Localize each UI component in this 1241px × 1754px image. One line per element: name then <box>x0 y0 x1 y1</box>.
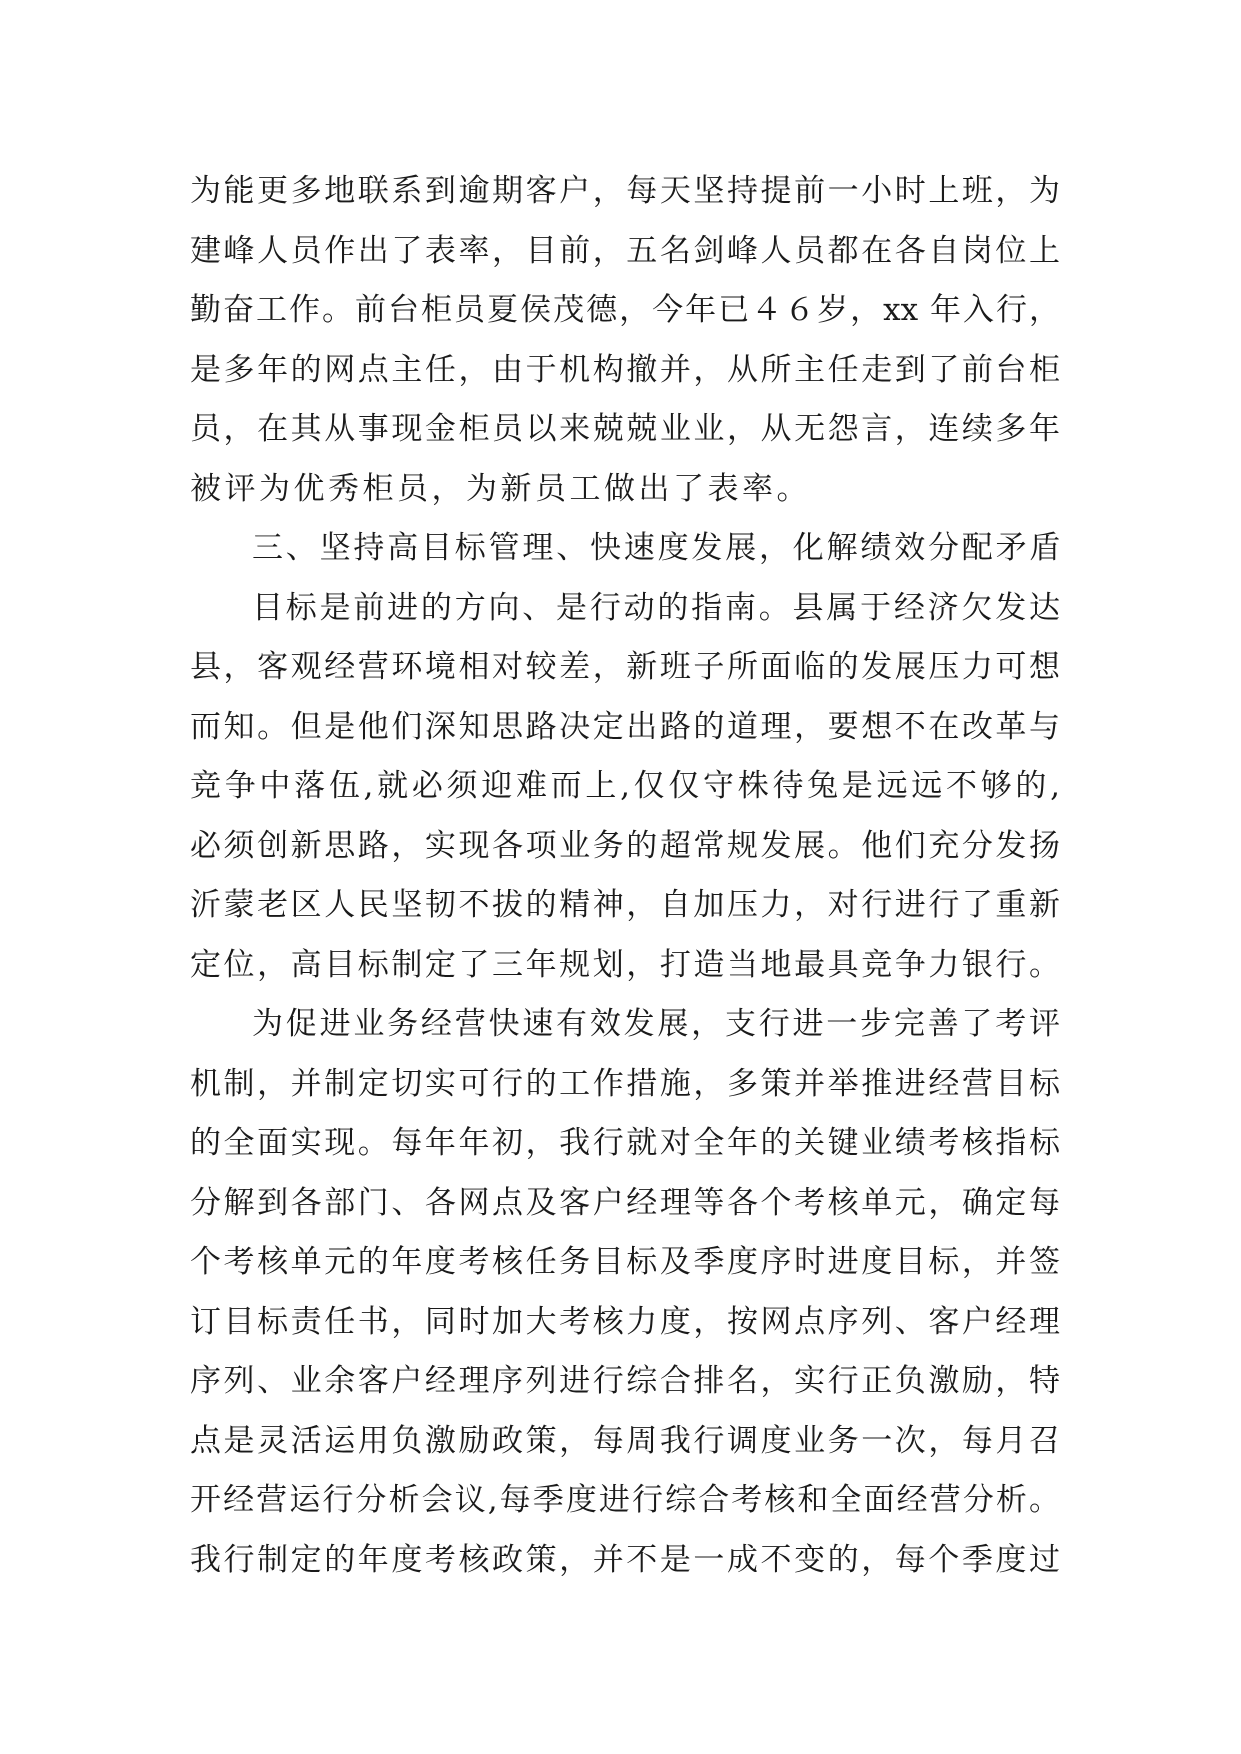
text-line: 勤奋工作。前台柜员夏侯茂德，今年已４６岁，xx 年入行， <box>190 292 1060 328</box>
text-line: 订目标责任书，同时加大考核力度，按网点序列、客户经理 <box>190 1303 1060 1340</box>
text-line: 竞争中落伍,就必须迎难而上,仅仅守株待兔是远远不够的, <box>190 768 1060 804</box>
text-line: 建峰人员作出了表率，目前，五名剑峰人员都在各自岗位上 <box>190 232 1060 269</box>
section-heading: 三、坚持高目标管理、快速度发展，化解绩效分配矛盾 <box>252 530 1064 566</box>
text-line: 的全面实现。每年年初，我行就对全年的关键业绩考核指标 <box>190 1125 1060 1161</box>
text-line: 为能更多地联系到逾期客户，每天坚持提前一小时上班，为 <box>190 173 1060 209</box>
text-line: 分解到各部门、各网点及客户经理等各个考核单元，确定每 <box>190 1184 1060 1221</box>
text-line: 沂蒙老区人民坚韧不拔的精神，自加压力，对行进行了重新 <box>190 887 1060 923</box>
text-line: 我行制定的年度考核政策，并不是一成不变的，每个季度过 <box>190 1541 1060 1578</box>
text-line: 定位，高目标制定了三年规划，打造当地最具竞争力银行。 <box>190 946 1060 983</box>
text-line: 是多年的网点主任，由于机构撤并，从所主任走到了前台柜 <box>190 351 1060 388</box>
text-line: 点是灵活运用负激励政策，每周我行调度业务一次，每月召 <box>190 1422 1060 1459</box>
text-line: 为促进业务经营快速有效发展，支行进一步完善了考评 <box>252 1006 1060 1042</box>
text-line: 序列、业余客户经理序列进行综合排名，实行正负激励，特 <box>190 1363 1060 1399</box>
text-line: 员，在其从事现金柜员以来兢兢业业，从无怨言，连续多年 <box>190 411 1060 447</box>
text-line: 目标是前进的方向、是行动的指南。县属于经济欠发达 <box>252 589 1060 626</box>
text-line: 县，客观经营环境相对较差，新班子所面临的发展压力可想 <box>190 649 1060 685</box>
text-line: 必须创新思路，实现各项业务的超常规发展。他们充分发扬 <box>190 827 1060 864</box>
text-line: 机制，并制定切实可行的工作措施，多策并举推进经营目标 <box>190 1065 1060 1102</box>
text-line: 被评为优秀柜员，为新员工做出了表率。 <box>190 470 811 507</box>
body-text <box>190 162 1064 1590</box>
text-line: 而知。但是他们深知思路决定出路的道理，要想不在改革与 <box>190 708 1060 745</box>
text-line: 个考核单元的年度考核任务目标及季度序时进度目标，并签 <box>190 1244 1060 1280</box>
text-line: 开经营运行分析会议,每季度进行综合考核和全面经营分析。 <box>190 1482 1060 1518</box>
